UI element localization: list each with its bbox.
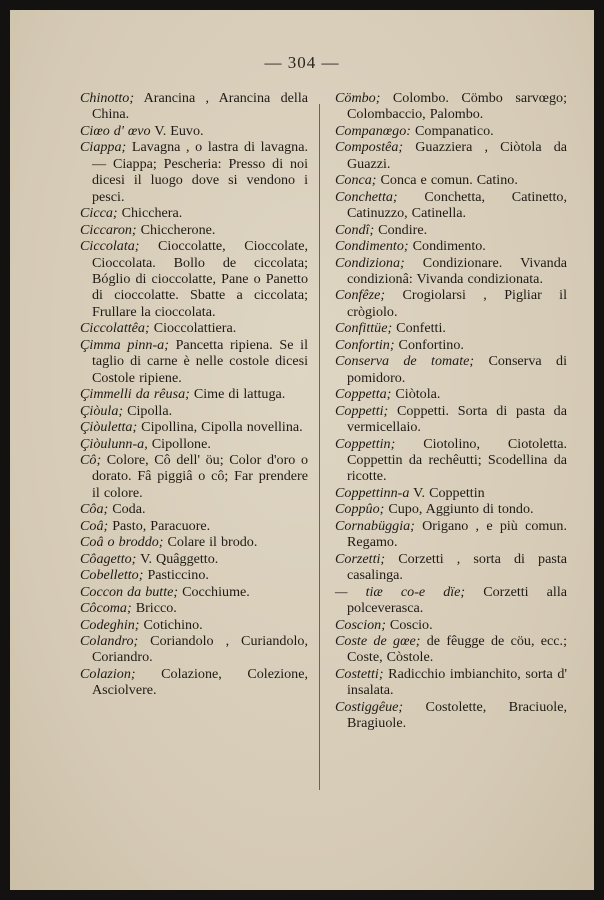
entry-headword: Cömbo; xyxy=(335,90,381,106)
entry-headword: Ciccolattêa; xyxy=(80,320,150,337)
dictionary-entry xyxy=(335,320,567,336)
entry-headword: Côcoma; xyxy=(80,600,132,617)
entry-definition: Colare il brodo. xyxy=(163,534,258,551)
entry-definition: Coscio. xyxy=(385,616,433,633)
entry-definition: Confortino. xyxy=(394,336,464,353)
entry-headword: Ciappa; xyxy=(80,139,127,156)
dictionary-entry xyxy=(335,699,567,732)
entry-definition: V. Coppettin xyxy=(409,484,485,501)
dictionary-entry xyxy=(335,337,567,353)
dictionary-entry xyxy=(80,617,308,633)
entry-definition: Origano , e più comun. Regamo. xyxy=(347,517,567,551)
entry-headword: Confêze; xyxy=(335,287,386,304)
dictionary-entry xyxy=(80,90,308,123)
entry-headword: Coâ o broddo; xyxy=(80,534,164,551)
dictionary-entry xyxy=(80,419,308,435)
entry-definition: Colazione, Colezione, Asciolvere. xyxy=(92,665,308,699)
dictionary-entry xyxy=(335,222,567,238)
entry-headword: Confittüe; xyxy=(335,320,393,337)
entry-definition: Pasticcino. xyxy=(143,567,209,584)
entry-headword: Côagetto; xyxy=(80,550,137,567)
dictionary-entry xyxy=(335,551,567,584)
dictionary-entry xyxy=(80,337,308,386)
page-number: — 304 — xyxy=(264,53,340,72)
entry-headword: Coste de gœe; xyxy=(335,632,421,649)
entry-headword: Çiòulunn-a, xyxy=(80,435,148,452)
entry-headword: — tiæ co-e dïe; xyxy=(335,583,466,600)
entry-definition: Confetti. xyxy=(392,320,446,337)
entry-headword: Coppettinn-a xyxy=(335,484,410,501)
entry-headword: Côa; xyxy=(80,501,109,518)
dictionary-entry xyxy=(80,320,308,336)
entry-definition: Lavagna , o lastra di lavagna. — Ciappa; Pescheria: Presso di noi dicesi il luogo dove si vendono i pesci. xyxy=(92,139,308,205)
dictionary-entry xyxy=(80,551,308,567)
entry-definition: Cipollina, Cipolla novellina. xyxy=(137,419,303,436)
entry-headword: Codeghin; xyxy=(80,616,140,633)
dictionary-entry xyxy=(80,600,308,616)
entry-definition: Cipollone. xyxy=(147,435,211,452)
dictionary-entry xyxy=(335,633,567,666)
dictionary-entry xyxy=(335,255,567,288)
entry-headword: Companœgo: xyxy=(335,122,411,139)
entry-definition: V. Quâggetto. xyxy=(136,550,219,567)
entry-headword: Conchetta; xyxy=(335,188,398,205)
entry-headword: Ciccaron; xyxy=(80,221,137,238)
dictionary-entry xyxy=(335,436,567,485)
dictionary-entry xyxy=(335,617,567,633)
dictionary-entry xyxy=(335,123,567,139)
entry-headword: Çimma pinn-a; xyxy=(80,336,169,353)
dictionary-entry xyxy=(80,139,308,205)
entry-definition: Condire. xyxy=(374,221,428,238)
entry-headword: Condimento; xyxy=(335,238,409,255)
dictionary-entry xyxy=(335,172,567,188)
left-column xyxy=(80,90,308,699)
dictionary-entry xyxy=(80,386,308,402)
book-page xyxy=(10,10,594,890)
dictionary-entry xyxy=(80,222,308,238)
dictionary-entry xyxy=(80,666,308,699)
entry-headword: Coppetti; xyxy=(335,402,389,419)
dictionary-entry xyxy=(335,238,567,254)
entry-headword: Coppûo; xyxy=(335,501,385,518)
entry-definition: Cocchiume. xyxy=(178,583,250,600)
entry-headword: Coccon da butte; xyxy=(80,583,179,600)
entry-definition: Cioccolattiera. xyxy=(149,320,237,337)
entry-definition: Costolette, Braciuole, Bragiuole. xyxy=(347,698,567,732)
dictionary-entry xyxy=(80,534,308,550)
entry-headword: Cobelletto; xyxy=(80,567,144,584)
entry-definition: Coriandolo , Curiandolo, Coriandro. xyxy=(92,632,308,666)
entry-definition: Cime di lattuga. xyxy=(189,386,286,403)
dictionary-entry xyxy=(335,139,567,172)
entry-definition: Coda. xyxy=(108,501,146,518)
dictionary-entry xyxy=(335,386,567,402)
dictionary-entry xyxy=(80,501,308,517)
entry-headword: Chinotto; xyxy=(80,90,135,106)
entry-definition: Condimento. xyxy=(408,238,486,255)
entry-headword: Coâ; xyxy=(80,517,109,534)
entry-definition: de fêugge de cöu, ecc.; Coste, Còstole. xyxy=(347,632,567,666)
entry-definition: Conchetta, Catinetto, Catinuzzo, Catinella. xyxy=(347,188,567,222)
dictionary-entry xyxy=(80,633,308,666)
entry-headword: Conca; xyxy=(335,172,377,189)
entry-definition: Pancetta ripiena. Se il taglio di carne è nelle costole dicesi Costole ripiene. xyxy=(92,336,308,386)
entry-headword: Çiòuletta; xyxy=(80,419,138,436)
dictionary-entry xyxy=(335,189,567,222)
entry-headword: Çimmelli da rêusa; xyxy=(80,386,190,403)
entry-headword: Ciœo d' œvo xyxy=(80,122,151,139)
entry-definition: Arancina , Arancina della China. xyxy=(92,90,308,123)
entry-headword: Compostêa; xyxy=(335,139,404,156)
entry-headword: Condiziona; xyxy=(335,254,405,271)
entry-headword: Coppettin; xyxy=(335,435,396,452)
entry-definition: Guazziera , Ciòtola da Guazzi. xyxy=(347,139,567,172)
entry-headword: Costiggêue; xyxy=(335,698,404,715)
dictionary-entry xyxy=(80,452,308,501)
entry-definition: Coppetti. Sorta di pasta da vermicellaio. xyxy=(347,402,567,436)
dictionary-entry xyxy=(80,584,308,600)
entry-definition: Radicchio imbianchito, sorta d' insalata. xyxy=(347,665,567,699)
dictionary-entry xyxy=(335,501,567,517)
entry-definition: Condizionare. Vivanda condizionâ: Vivanda condizionata. xyxy=(347,254,567,287)
dictionary-entry xyxy=(80,123,308,139)
entry-headword: Corzetti; xyxy=(335,550,386,567)
entry-definition: Companatico. xyxy=(410,122,494,139)
dictionary-entry xyxy=(80,403,308,419)
dictionary-entry xyxy=(335,485,567,501)
dictionary-entry xyxy=(335,353,567,386)
entry-headword: Condî; xyxy=(335,221,375,238)
dictionary-entry xyxy=(335,518,567,551)
dictionary-entry xyxy=(335,403,567,436)
entry-definition: Corzetti , sorta di pasta casalinga. xyxy=(347,550,567,584)
entry-headword: Coscion; xyxy=(335,616,386,633)
entry-headword: Conserva de tomate; xyxy=(335,353,475,370)
entry-definition: Crogiolarsi , Pigliar il crògiolo. xyxy=(347,287,567,320)
dictionary-entry xyxy=(335,584,567,617)
dictionary-entry xyxy=(335,666,567,699)
dictionary-entry xyxy=(80,436,308,452)
entry-headword: Confortin; xyxy=(335,336,395,353)
entry-definition: Bricco. xyxy=(131,600,177,617)
entry-headword: Cornabüggia; xyxy=(335,517,415,534)
entry-definition: Colore, Cô dell' öu; Color d'oro o dorato. Fâ piggiâ o cô; Far prendere il colore. xyxy=(92,451,308,501)
entry-definition: Conserva di pomidoro. xyxy=(347,353,567,386)
entry-definition: Colombo. Cömbo sarvœgo; Colombaccio, Palombo. xyxy=(347,90,567,123)
entry-headword: Costetti; xyxy=(335,665,384,682)
entry-headword: Coppetta; xyxy=(335,386,392,403)
entry-headword: Colazion; xyxy=(80,665,136,682)
entry-definition: Cupo, Aggiunto di tondo. xyxy=(384,501,534,518)
entry-definition: Conca e comun. Catino. xyxy=(376,172,518,189)
dictionary-entry xyxy=(335,90,567,123)
dictionary-entry xyxy=(80,518,308,534)
dictionary-entry xyxy=(80,567,308,583)
entry-headword: Cô; xyxy=(80,451,102,468)
dictionary-entry xyxy=(80,238,308,320)
entry-definition: Cioccolatte, Cioccolate, Cioccolata. Bollo de ciccolata; Bóglio di cioccolatte, Pane o Panetto di cioccolatte. Sbatte a ciccolata; Frullare la cioccolata. xyxy=(92,238,308,320)
entry-definition: Pasto, Paracuore. xyxy=(108,517,211,534)
right-column xyxy=(335,90,567,732)
entry-definition: Ciotolino, Ciotoletta. Coppettin da rechêutti; Scodellina da ricotte. xyxy=(347,435,567,485)
entry-definition: Chiccherone. xyxy=(136,221,216,238)
entry-definition: Corzetti alla polceverasca. xyxy=(347,583,567,617)
entry-definition: V. Euvo. xyxy=(150,122,204,139)
entry-definition: Cotichino. xyxy=(139,616,203,633)
dictionary-entry xyxy=(335,287,567,320)
entry-headword: Colandro; xyxy=(80,632,139,649)
entry-headword: Cicca; xyxy=(80,205,118,222)
dictionary-entry xyxy=(80,205,308,221)
entry-definition: Ciòtola. xyxy=(391,386,441,403)
entry-headword: Ciccolata; xyxy=(80,238,140,255)
column-divider xyxy=(319,104,320,790)
entry-definition: Cipolla. xyxy=(123,402,173,419)
entry-definition: Chicchera. xyxy=(117,205,183,222)
entry-headword: Çiòula; xyxy=(80,402,124,419)
